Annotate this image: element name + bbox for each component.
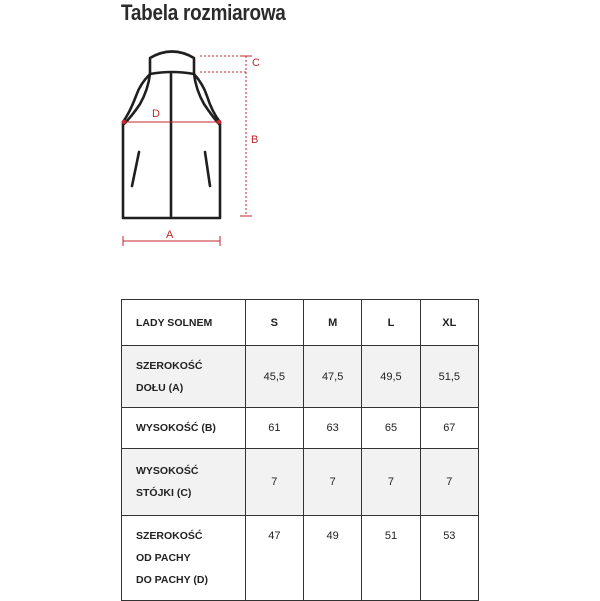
table-cell: 47 <box>245 516 303 601</box>
table-cell: 47,5 <box>304 346 362 408</box>
row-label-line: SZEROKOŚĆ <box>136 530 203 542</box>
row-label <box>122 449 246 516</box>
row-label-line: WYSOKOŚĆ <box>136 465 199 477</box>
row-label <box>122 346 246 408</box>
table-row <box>122 408 479 449</box>
table-cell: 7 <box>420 449 478 516</box>
row-label-line: STÓJKI (C) <box>136 487 192 499</box>
page-title: Tabela rozmiarowa <box>121 0 286 25</box>
table-cell: 61 <box>245 408 303 449</box>
vest-outline <box>123 52 220 219</box>
table-cell: 45,5 <box>245 346 303 408</box>
table-row <box>122 516 479 601</box>
table-header-cell: S <box>245 300 303 346</box>
table-row <box>122 449 479 516</box>
table-cell: 49,5 <box>362 346 420 408</box>
row-label-line: OD PACHY <box>136 552 191 564</box>
table-header-cell: M <box>304 300 362 346</box>
table-cell: 7 <box>304 449 362 516</box>
table-header-cell: LADY SOLNEM <box>122 300 246 346</box>
dimension-label-c: C <box>252 57 260 69</box>
row-label-line: DOŁU (A) <box>136 381 184 394</box>
row-label <box>122 408 246 449</box>
table-header-cell: L <box>362 300 420 346</box>
row-label <box>122 516 246 601</box>
dimension-label-b: B <box>251 134 259 146</box>
table-cell: 51 <box>362 516 420 601</box>
table-cell: 65 <box>362 408 420 449</box>
table-row <box>122 346 479 408</box>
dimension-label-d: D <box>152 108 160 120</box>
table-cell: 7 <box>362 449 420 516</box>
size-table <box>121 299 479 601</box>
table-cell: 51,5 <box>420 346 478 408</box>
row-label-line: DO PACHY (D) <box>136 574 208 586</box>
vest-diagram <box>100 40 300 250</box>
table-cell: 53 <box>420 516 478 601</box>
table-cell: 63 <box>304 408 362 449</box>
row-label-line: WYSOKOŚĆ (B) <box>136 422 216 434</box>
table-cell: 49 <box>304 516 362 601</box>
table-cell: 67 <box>420 408 478 449</box>
table-header-row <box>122 300 479 346</box>
table-cell: 7 <box>245 449 303 516</box>
table-header-cell: XL <box>420 300 478 346</box>
row-label-line: SZEROKOŚĆ <box>136 359 203 372</box>
dimension-label-a: A <box>166 229 174 241</box>
